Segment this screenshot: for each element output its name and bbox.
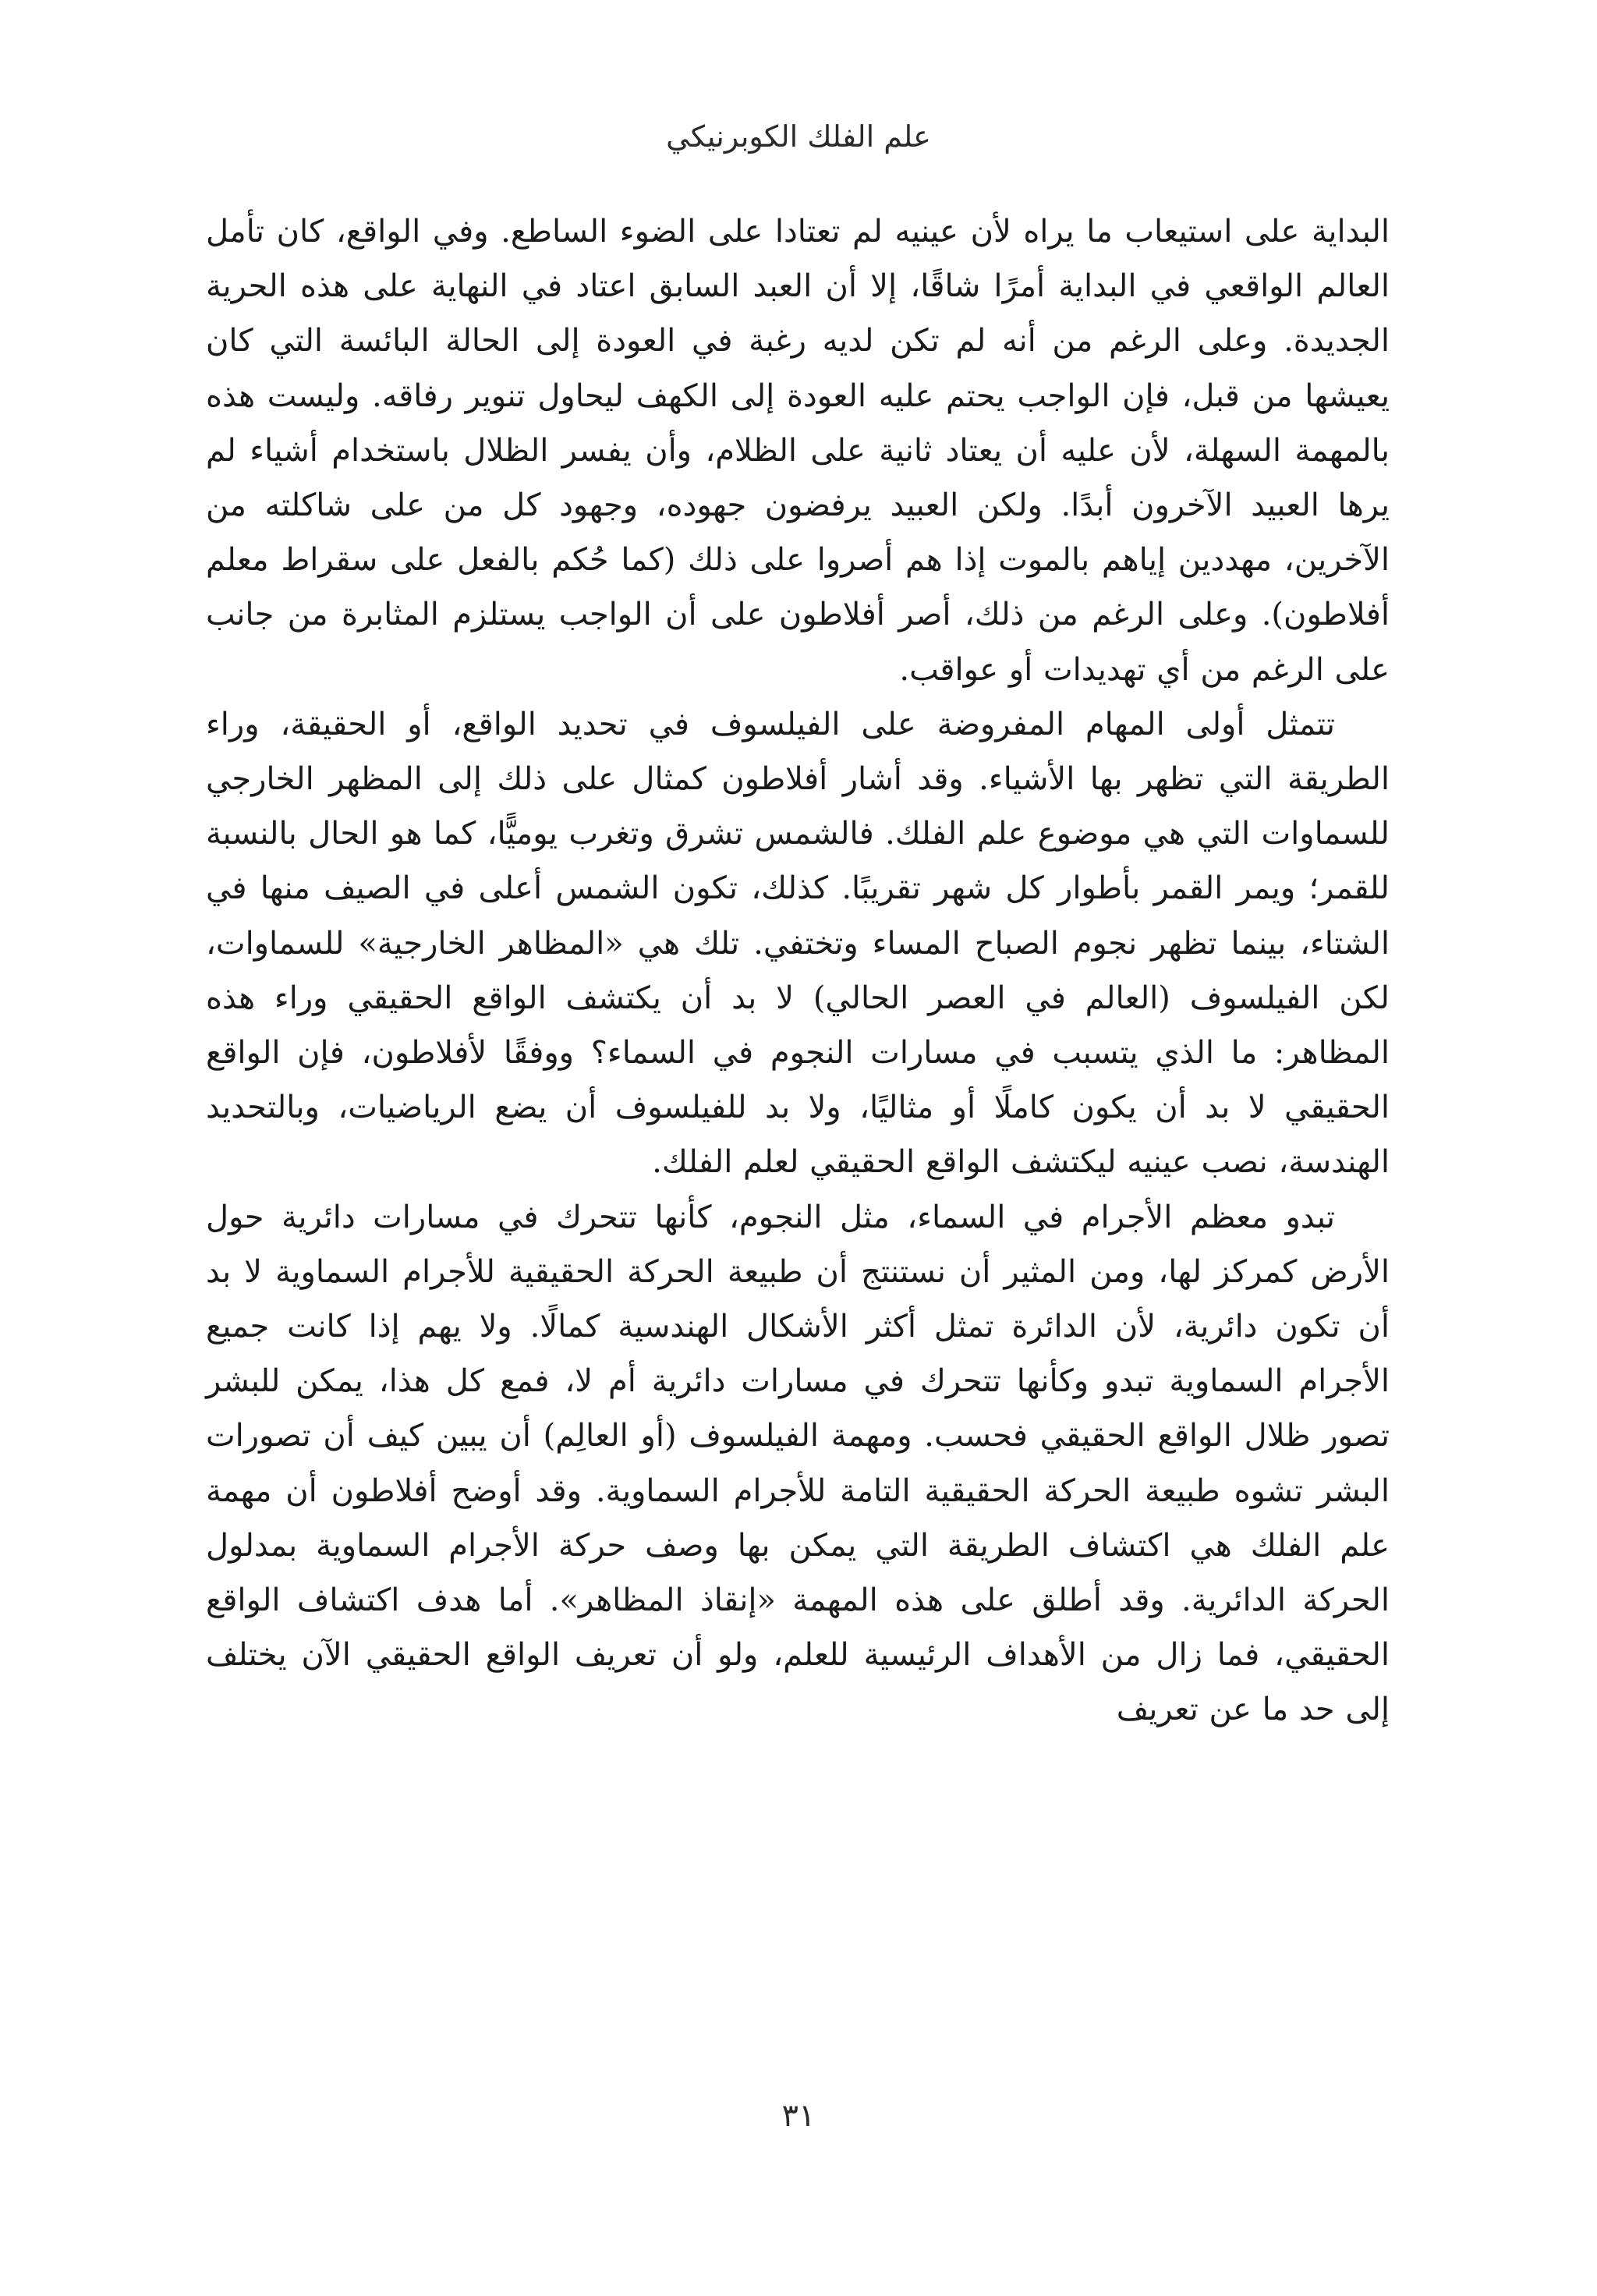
body-text <box>206 204 1390 1738</box>
page-number: ٣١ <box>781 2098 816 2134</box>
paragraph-3: تبدو معظم الأجرام في السماء، مثل النجوم، كأنها تتحرك في مسارات دائرية حول الأرض كمركز لها، ومن المثير أن نستنتج أن طبيعة الحركة الحقيقية للأجرام السماوية لا بد أن تكون دائرية، لأن الدائرة تمثل أكثر الأشكال الهندسية كمالًا. ولا يهم إذا كانت جميع الأجرام السماوية تبدو وكأنها تتحرك في مسارات دائرية أم لا، فمع كل هذا، يمكن للبشر تصور ظلال الواقع الحقيقي فحسب. ومهمة الفيلسوف (أو العالِم) أن يبين كيف أن تصورات البشر تشوه طبيعة الحركة الحقيقية التامة للأجرام السماوية. وقد أوضح أفلاطون أن مهمة علم الفلك هي اكتشاف الطريقة التي يمكن بها وصف حركة الأجرام السماوية بمدلول الحركة الدائرية. وقد أطلق على هذه المهمة «إنقاذ المظاهر». أما هدف اكتشاف الواقع الحقيقي، فما زال من الأهداف الرئيسية للعلم، ولو أن تعريف الواقع الحقيقي الآن يختلف إلى حد ما عن تعريف <box>206 1199 1390 1728</box>
paragraph-1: البداية على استيعاب ما يراه لأن عينيه لم تعتادا على الضوء الساطع. وفي الواقع، كان تأمل العالم الواقعي في البداية أمرًا شاقًا، إلا أن العبد السابق اعتاد في النهاية على هذه الحرية الجديدة. وعلى الرغم من أنه لم تكن لديه رغبة في العودة إلى الحالة البائسة التي كان يعيشها من قبل، فإن الواجب يحتم عليه العودة إلى الكهف ليحاول تنوير رفاقه. وليست هذه بالمهمة السهلة، لأن عليه أن يعتاد ثانية على الظلام، وأن يفسر الظلال باستخدام أشياء لم يرها العبيد الآخرون أبدًا. ولكن العبيد يرفضون جهوده، وجهود كل من على شاكلته من الآخرين، مهددين إياهم بالموت إذا هم أصروا على ذلك (كما حُكم بالفعل على سقراط معلم أفلاطون). وعلى الرغم من ذلك، أصر أفلاطون على أن الواجب يستلزم المثابرة من جانب على الرغم من أي تهديدات أو عواقب. <box>206 214 1390 688</box>
running-header: علم الفلك الكوبرنيكي <box>666 119 931 154</box>
paragraph-2: تتمثل أولى المهام المفروضة على الفيلسوف في تحديد الواقع، أو الحقيقة، وراء الطريقة التي تظهر بها الأشياء. وقد أشار أفلاطون كمثال على ذلك إلى المظهر الخارجي للسماوات التي هي موضوع علم الفلك. فالشمس تشرق وتغرب يوميًّا، كما هو الحال بالنسبة للقمر؛ ويمر القمر بأطوار كل شهر تقريبًا. كذلك، تكون الشمس أعلى في الصيف منها في الشتاء، بينما تظهر نجوم الصباح المساء وتختفي. تلك هي «المظاهر الخارجية» للسماوات، لكن الفيلسوف (العالم في العصر الحالي) لا بد أن يكتشف الواقع الحقيقي وراء هذه المظاهر: ما الذي يتسبب في مسارات النجوم في السماء؟ ووفقًا لأفلاطون، فإن الواقع الحقيقي لا بد أن يكون كاملًا أو مثاليًا، ولا بد للفيلسوف أن يضع الرياضيات، وبالتحديد الهندسة، نصب عينيه ليكتشف الواقع الحقيقي لعلم الفلك. <box>206 706 1390 1181</box>
